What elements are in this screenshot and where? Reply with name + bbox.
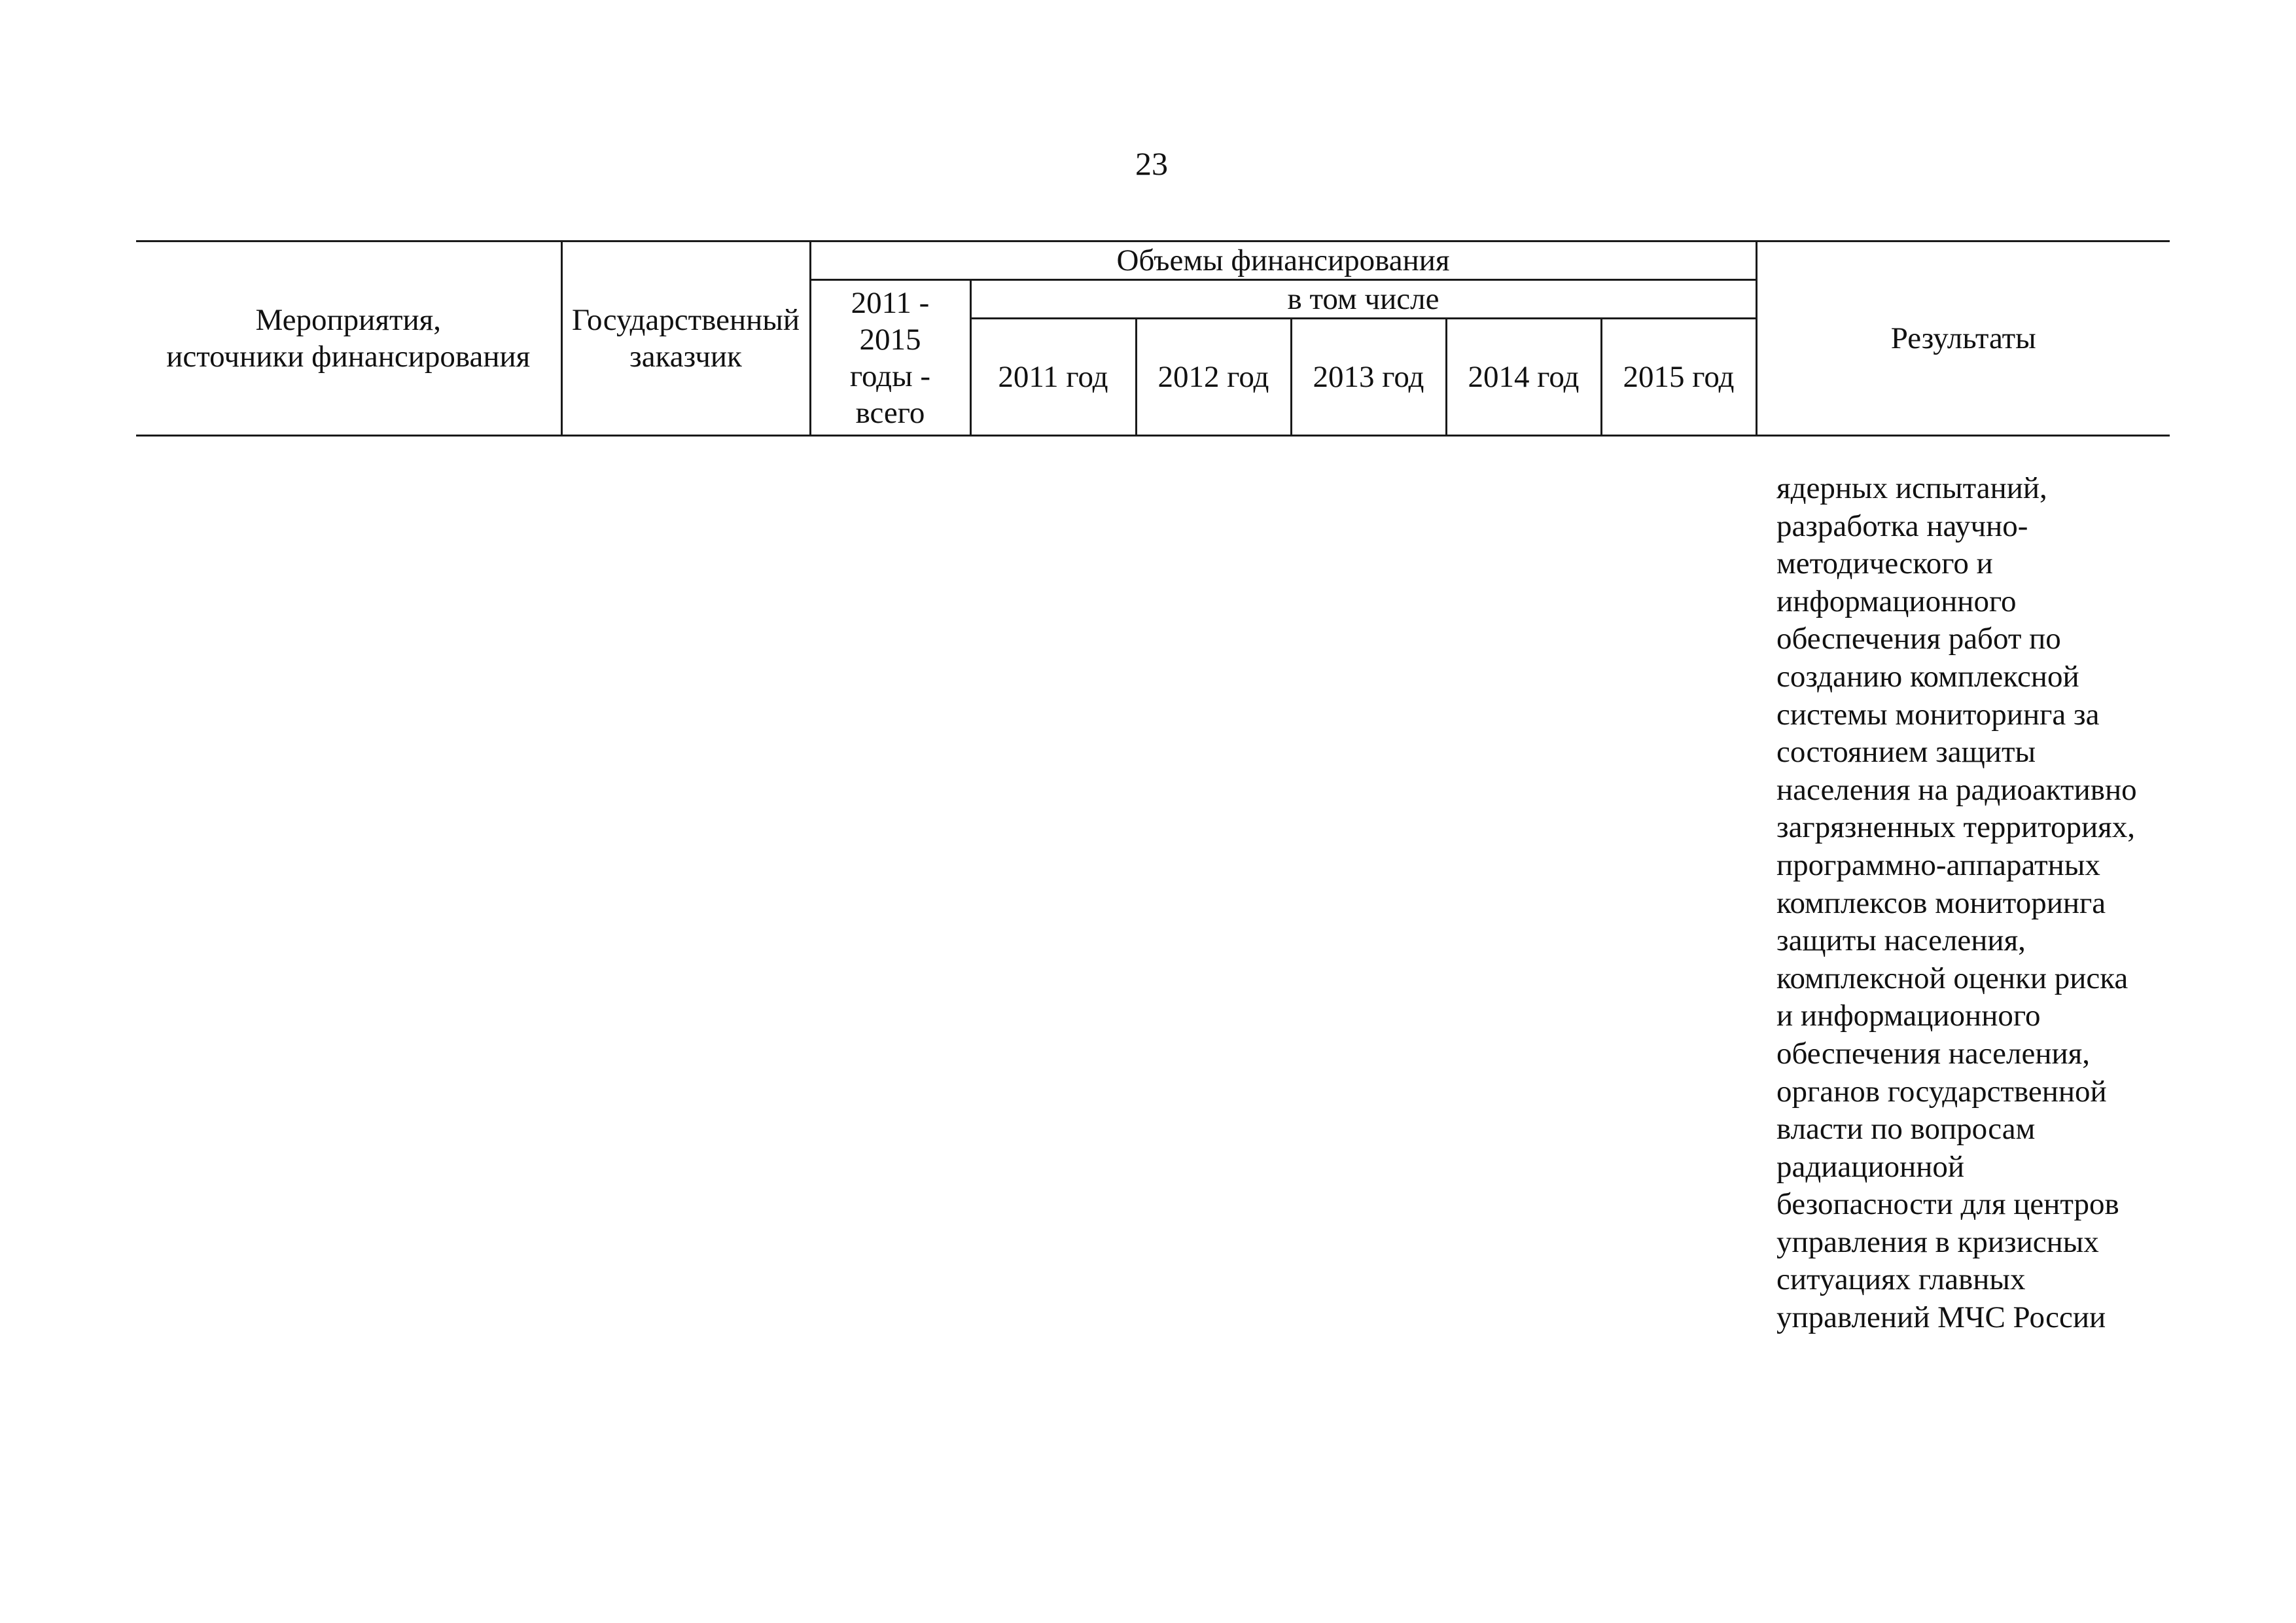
header-total-2011-2015: 2011 - 2015 годы - всего (810, 280, 970, 436)
header-year-2013: 2013 год (1291, 319, 1446, 436)
header-measures: Мероприятия, источники финансирования (136, 241, 561, 436)
financing-table-header (136, 240, 2170, 437)
header-customer: Государственный заказчик (561, 241, 810, 436)
header-results: Результаты (1756, 241, 2170, 436)
header-year-2014: 2014 год (1446, 319, 1601, 436)
header-financing-volumes: Объемы финансирования (810, 241, 1756, 280)
page-number: 23 (1135, 145, 1168, 182)
header-including: в том числе (970, 280, 1756, 319)
header-year-2012: 2012 год (1136, 319, 1291, 436)
header-year-2011: 2011 год (970, 319, 1136, 436)
header-year-2015: 2015 год (1601, 319, 1756, 436)
results-cell-text: ядерных испытаний, разработка научно- методического и информационного обеспечения работ по созданию комплексной системы мониторинга за состоянием защиты населения на радиоактивно загрязненных территориях, программно-аппаратных комплексов мониторинга защиты населения, комплексной оценки риска и информационного обеспечения населения, органов государственной власти по вопросам радиационной безопасности для центров управления в кризисных ситуациях главных управлений МЧС России (1776, 471, 2137, 1335)
